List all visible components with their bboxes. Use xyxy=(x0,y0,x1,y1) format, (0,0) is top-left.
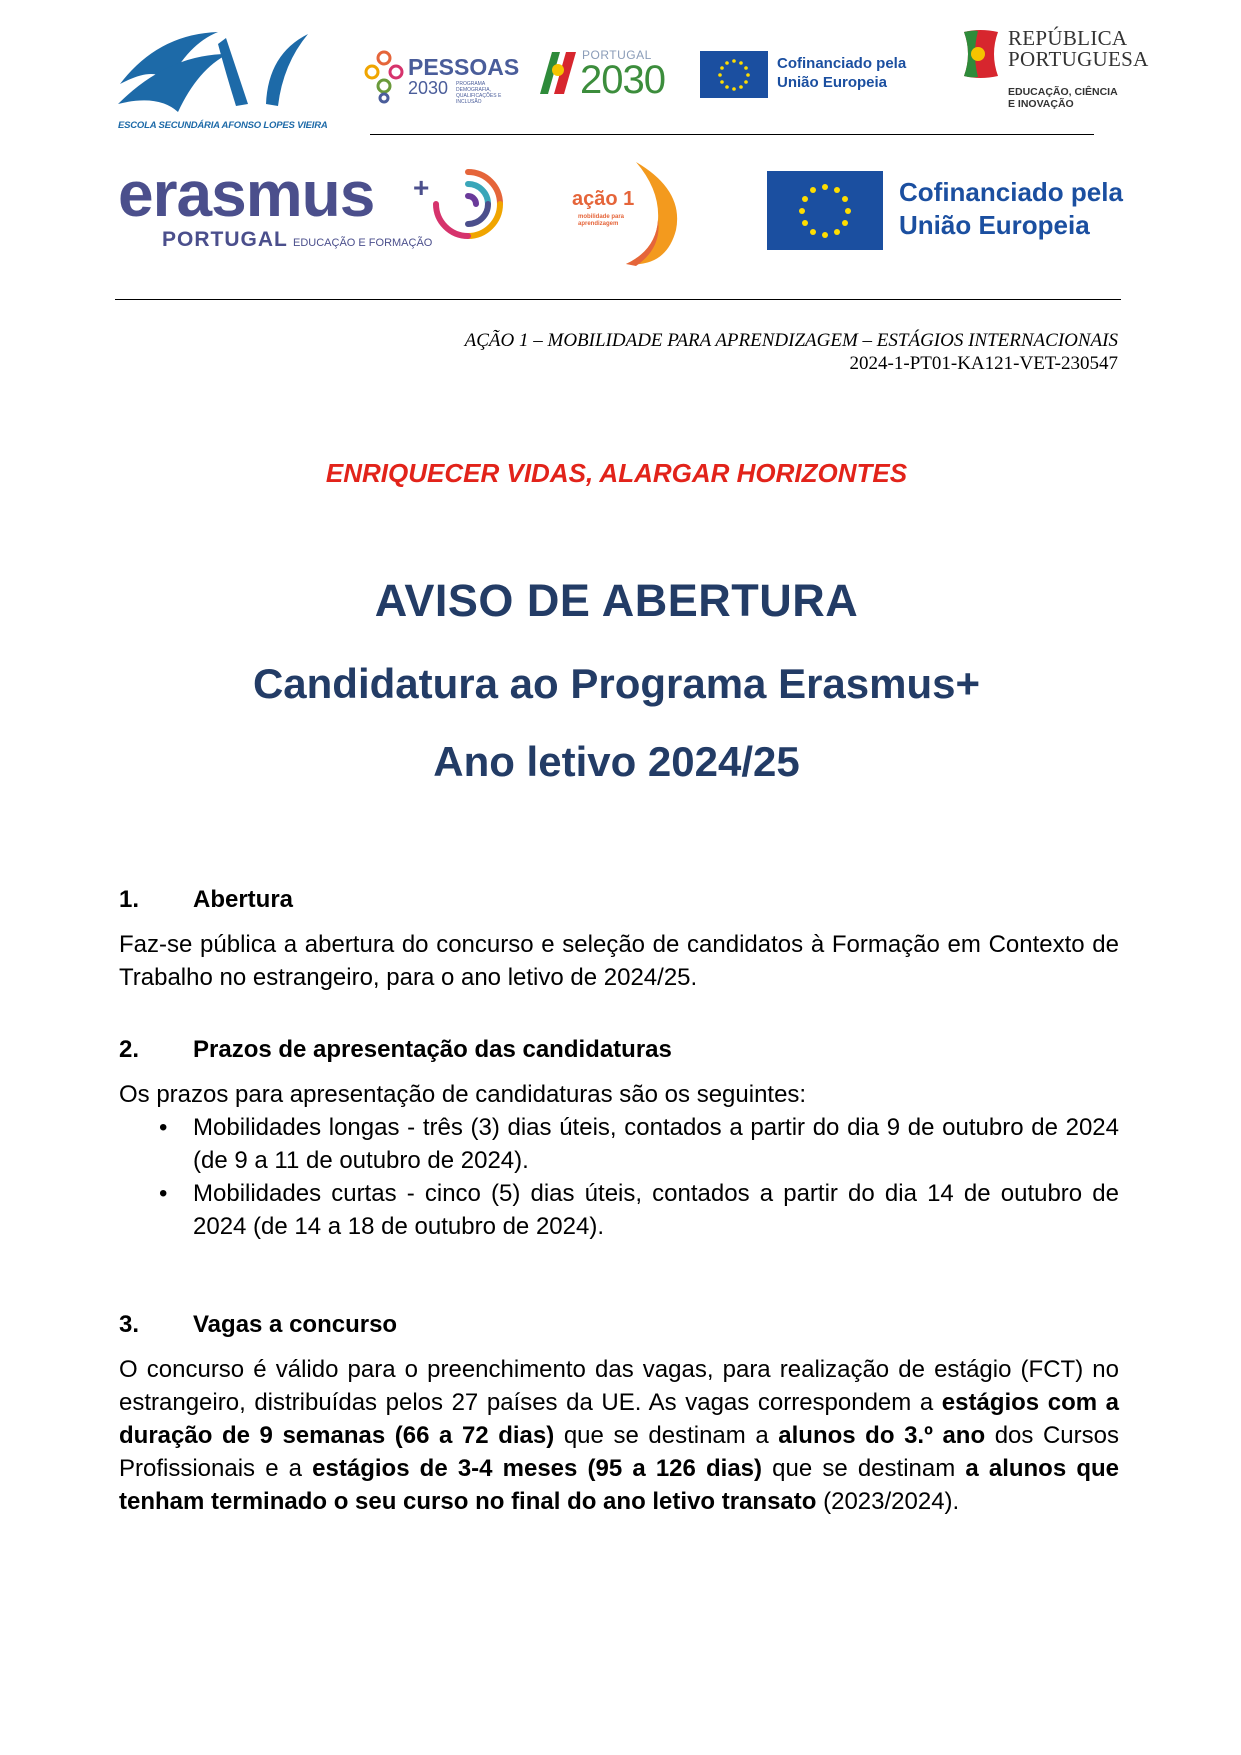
acao-subtitle: mobilidade para aprendizagem xyxy=(578,214,625,227)
header-divider-bottom xyxy=(115,299,1121,300)
section-prazos xyxy=(119,1036,1119,1243)
eu-flag-small xyxy=(700,51,768,98)
acao-title: ação 1 xyxy=(572,188,635,210)
section-title: Abertura xyxy=(193,886,294,913)
portugal-2030-logo xyxy=(538,46,680,104)
bold-run: estágios com a duração de 9 semanas (66 a 72 dias) xyxy=(119,1389,1119,1449)
portugal-2030-year: 2030 xyxy=(580,58,665,102)
section-number: 2. xyxy=(119,1036,140,1063)
pessoas-title: PESSOAS xyxy=(408,54,520,80)
text-run: que se destinam xyxy=(762,1455,966,1482)
text-run: O concurso é válido para o preenchimento das vagas, para realização de estágio (FCT) no estrangeiro, distribuídas pelos 27 países da UE. As vagas correspondem a xyxy=(119,1356,1119,1416)
pessoas-subtitle: PROGRAMA DEMOGRAFIA, QUALIFICAÇÕES E INCLUSÃO xyxy=(456,81,502,105)
section-text xyxy=(119,1353,1119,1518)
section-heading xyxy=(119,886,1119,914)
text-run: dos Cursos Profissionais e a xyxy=(119,1422,1119,1482)
eu-flag-large xyxy=(767,171,883,250)
eu-small-line2: União Europeia xyxy=(777,74,888,91)
republica-portuguesa-logo xyxy=(960,28,1152,118)
republica-title xyxy=(1008,28,1149,70)
eu-big-line2: União Europeia xyxy=(899,210,1090,240)
erasmus-portugal: PORTUGAL xyxy=(162,228,288,251)
section-title: Prazos de apresentação das candidaturas xyxy=(193,1036,672,1063)
title-aviso: AVISO DE ABERTURA xyxy=(374,575,859,626)
portugal-flag-icon xyxy=(960,28,1002,80)
title-candidatura: Candidatura ao Programa Erasmus+ xyxy=(252,660,981,707)
list-item xyxy=(119,1177,1119,1243)
action-line: AÇÃO 1 – MOBILIDADE PARA APRENDIZAGEM – ESTÁGIOS INTERNACIONAIS xyxy=(464,330,1118,351)
section-abertura xyxy=(119,886,1119,994)
list-item xyxy=(119,1111,1119,1177)
eu-cofinanced-large xyxy=(899,176,1123,242)
list-item-text: Mobilidades longas - três (3) dias úteis, contados a partir do dia 9 de outubro de 2024 (de 9 a 11 de outubro de 2024). xyxy=(193,1114,1119,1174)
school-name: ESCOLA SECUNDÁRIA AFONSO LOPES VIEIRA xyxy=(118,120,328,131)
header-divider-top xyxy=(370,134,1094,135)
portugal-2030-emblem-icon xyxy=(538,46,578,96)
slogan: ENRIQUECER VIDAS, ALARGAR HORIZONTES xyxy=(325,458,908,488)
section-number: 1. xyxy=(119,886,140,913)
republica-subtitle xyxy=(1008,86,1118,110)
school-emblem-icon xyxy=(118,24,323,120)
bold-run: a alunos que tenham terminado o seu curso no final do ano letivo transato xyxy=(119,1455,1119,1515)
project-code: 2024-1-PT01-KA121-VET-230547 xyxy=(849,353,1118,374)
republica-sub2: E INOVAÇÃO xyxy=(1008,98,1074,110)
deadline-list xyxy=(119,1111,1119,1243)
section-heading xyxy=(119,1311,1119,1339)
republica-line1: REPÚBLICA xyxy=(1008,26,1128,50)
eu-big-line1: Cofinanciado pela xyxy=(899,177,1123,207)
school-logo xyxy=(118,24,328,136)
section-vagas xyxy=(119,1311,1119,1518)
portugal-2030-label: PORTUGAL xyxy=(582,48,652,62)
erasmus-fingerprint-icon xyxy=(430,166,506,242)
erasmus-wordmark: erasmus xyxy=(118,158,375,230)
list-item-text: Mobilidades curtas - cinco (5) dias úteis, contados a partir do dia 14 de outubro de 2024 (de 14 a 18 de outubro de 2024). xyxy=(193,1180,1119,1240)
acao-1-logo xyxy=(566,160,686,270)
eu-flag-icon xyxy=(767,171,883,250)
eu-small-line1: Cofinanciado pela xyxy=(777,55,907,72)
section-text: Faz-se pública a abertura do concurso e seleção de candidatos à Formação em Contexto de Trabalho no estrangeiro, para o ano letivo de 2024/25. xyxy=(119,931,1119,991)
section-intro: Os prazos para apresentação de candidaturas são os seguintes: xyxy=(119,1081,807,1108)
eu-flag-icon xyxy=(700,51,768,98)
pessoas-2030-logo xyxy=(362,48,520,105)
bold-run: alunos do 3.º ano xyxy=(778,1422,986,1449)
bullet: • xyxy=(159,1180,168,1207)
erasmus-plus: + xyxy=(413,172,430,203)
text-run: que se destinam a xyxy=(554,1422,779,1449)
erasmus-education: EDUCAÇÃO E FORMAÇÃO xyxy=(293,237,433,249)
title-ano-letivo: Ano letivo 2024/25 xyxy=(433,738,800,785)
republica-line2: PORTUGUESA xyxy=(1008,47,1149,71)
section-heading xyxy=(119,1036,1119,1064)
section-number: 3. xyxy=(119,1311,140,1338)
bold-run: estágios de 3-4 meses (95 a 126 dias) xyxy=(312,1455,763,1482)
pessoas-emblem-icon xyxy=(362,48,406,104)
republica-sub1: EDUCAÇÃO, CIÊNCIA xyxy=(1008,86,1118,98)
pessoas-year: 2030 xyxy=(408,78,449,98)
eu-cofinanced-small xyxy=(777,54,906,92)
text-run: (2023/2024). xyxy=(816,1488,960,1515)
section-title: Vagas a concurso xyxy=(193,1311,398,1338)
bullet: • xyxy=(159,1114,168,1141)
